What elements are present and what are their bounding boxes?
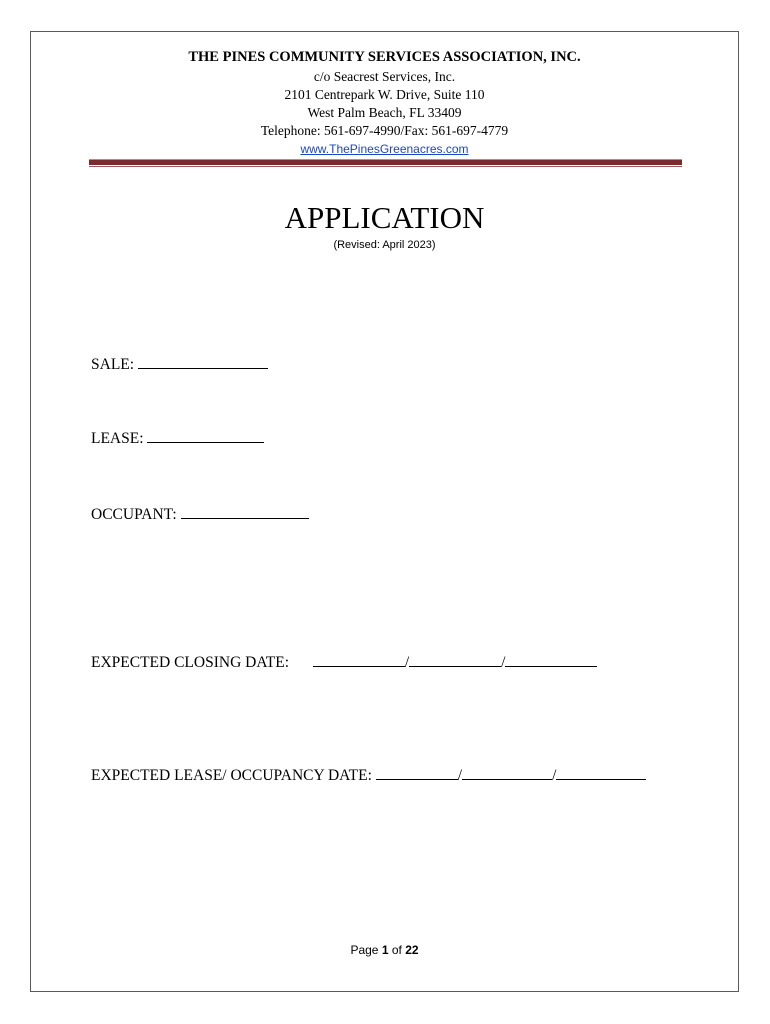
footer-prefix: Page [350, 943, 382, 957]
phone-fax: Telephone: 561-697-4990/Fax: 561-697-4779 [260, 123, 509, 138]
org-name: THE PINES COMMUNITY SERVICES ASSOCIATION, INC. [188, 49, 581, 65]
occupant-label: OCCUPANT: [91, 506, 177, 523]
page-number: 1 [381, 943, 389, 957]
header-divider [89, 159, 682, 165]
lease-field [91, 428, 264, 448]
lease-blank[interactable] [147, 428, 264, 443]
page-title: APPLICATION [284, 200, 485, 235]
date-separator: / [501, 654, 506, 671]
occupant-field [91, 504, 309, 524]
occupant-blank[interactable] [181, 504, 309, 519]
street-address: 2101 Centrepark W. Drive, Suite 110 [284, 87, 485, 102]
header-divider-thin [89, 166, 682, 167]
sale-blank[interactable] [138, 354, 268, 369]
lease-year-blank[interactable] [556, 765, 646, 780]
care-of-line: c/o Seacrest Services, Inc. [313, 69, 456, 84]
sale-field [91, 354, 268, 374]
lease-date-label: EXPECTED LEASE/ OCCUPANCY DATE: [91, 767, 372, 784]
closing-year-blank[interactable] [505, 652, 597, 667]
lease-date-field [91, 765, 646, 785]
date-separator: / [404, 654, 410, 671]
closing-day-blank[interactable] [409, 652, 501, 667]
closing-date-label: EXPECTED CLOSING DATE: [91, 654, 290, 671]
date-separator: / [457, 767, 463, 784]
revision-note: (Revised: April 2023) [333, 239, 436, 251]
lease-day-blank[interactable] [462, 765, 552, 780]
sale-label: SALE: [91, 356, 135, 373]
document-page [30, 31, 739, 992]
closing-month-blank[interactable] [313, 652, 405, 667]
page-footer [31, 943, 738, 957]
closing-date-field [91, 652, 597, 672]
page-total: 22 [405, 943, 419, 957]
date-separator: / [552, 767, 557, 784]
lease-label: LEASE: [91, 430, 144, 447]
city-state-zip: West Palm Beach, FL 33409 [307, 105, 462, 120]
footer-of: of [388, 943, 406, 957]
lease-month-blank[interactable] [376, 765, 458, 780]
website-link[interactable]: www.ThePinesGreenacres.com [300, 142, 469, 156]
